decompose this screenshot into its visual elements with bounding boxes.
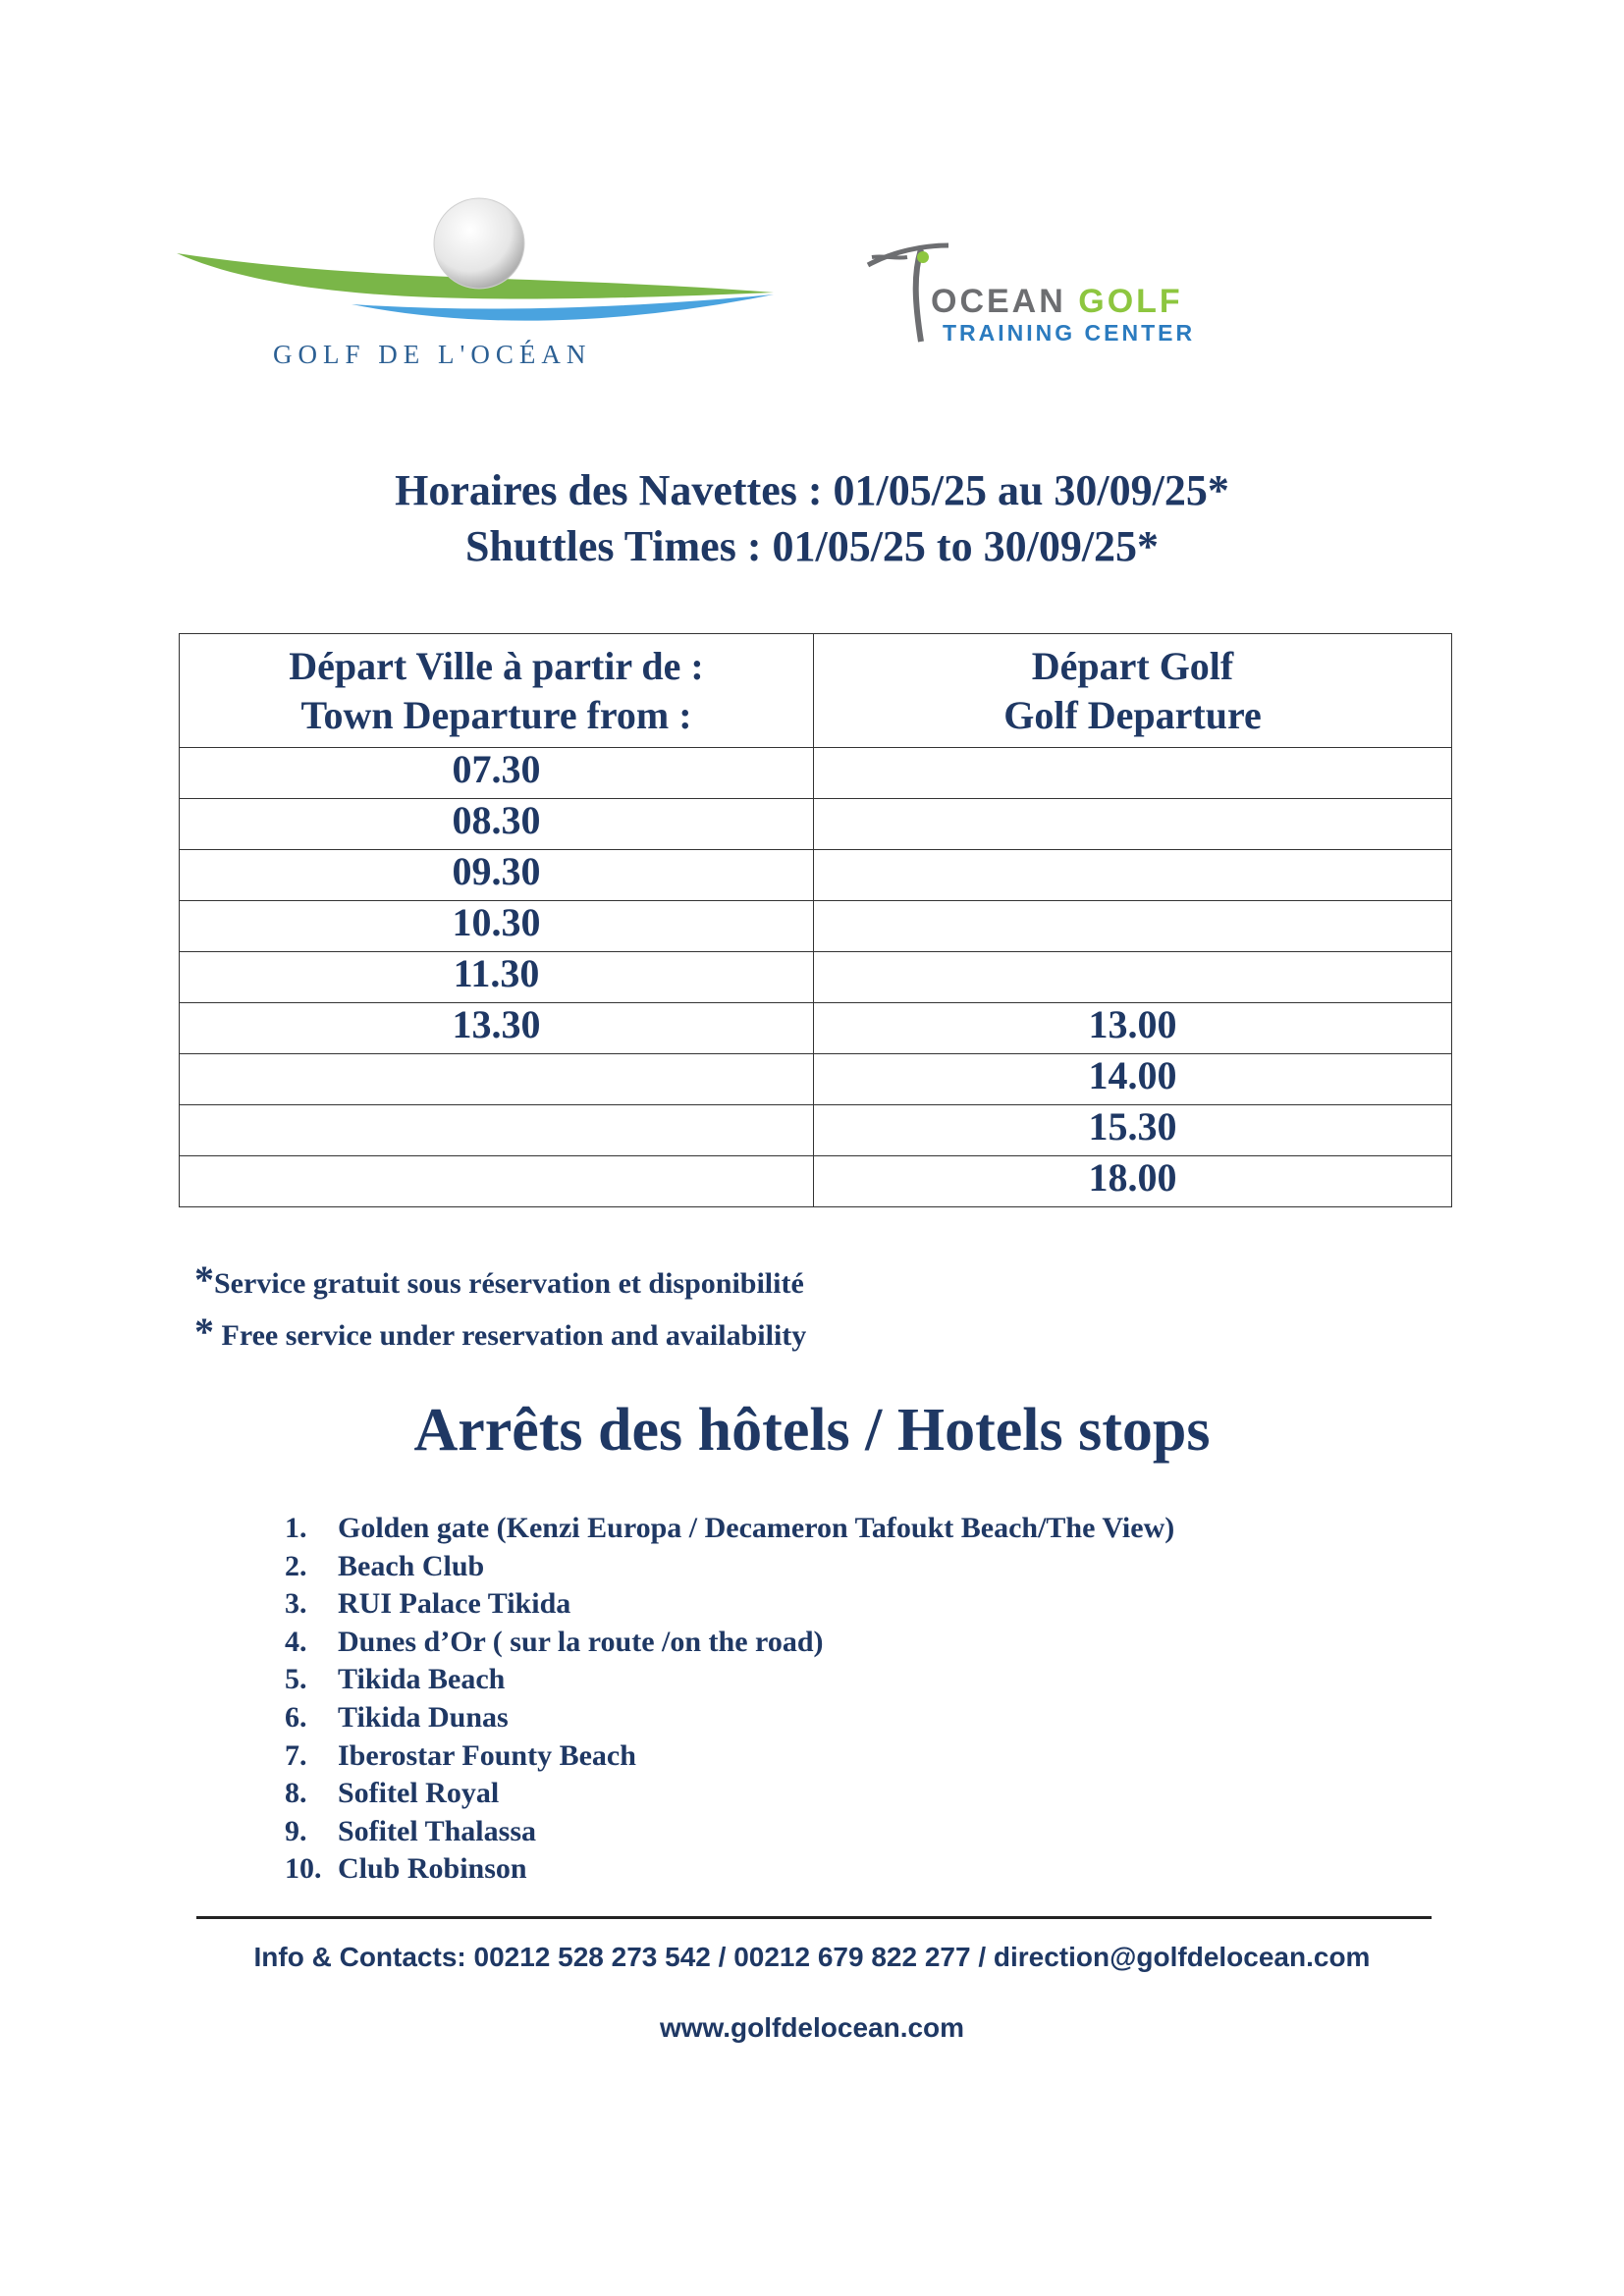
golf-time: 13.00 (814, 1003, 1452, 1054)
contact-info: Info & Contacts: 00212 528 273 542 / 00212 679 822 277 / direction@golfdelocean.com (253, 1942, 1371, 1972)
list-item: 6. Tikida Dunas (285, 1700, 509, 1734)
town-time (180, 1156, 814, 1207)
logo-line2: TRAINING CENTER (943, 320, 1196, 346)
table-row (180, 1105, 1452, 1156)
divider (196, 1916, 1432, 1919)
town-time: 08.30 (180, 799, 814, 850)
table-header-row (180, 634, 1452, 748)
table-row (180, 799, 1452, 850)
table-row (180, 1156, 1452, 1207)
list-item: 8. Sofitel Royal (285, 1777, 500, 1810)
golf-time (814, 850, 1452, 901)
table-row (180, 901, 1452, 952)
list-item: 1. Golden gate (Kenzi Europa / Decameron Tafoukt Beach/The View) (285, 1512, 1175, 1544)
town-time (180, 1054, 814, 1105)
golf-departure-header: Départ Golf Golf Departure (814, 634, 1452, 748)
table-row (180, 1003, 1452, 1054)
golf-de-locean-logo (175, 196, 784, 373)
golf-time (814, 901, 1452, 952)
list-item: 10. Club Robinson (285, 1852, 527, 1886)
list-item: 3. RUI Palace Tikida (285, 1587, 571, 1621)
ocean-golf-training-center-logo (864, 236, 1335, 353)
list-item: 7. Iberostar Founty Beach (285, 1738, 636, 1772)
golf-time (814, 799, 1452, 850)
note-en: * Free service under reservation and availability (194, 1309, 807, 1354)
list-item: 4. Dunes d’Or ( sur la route /on the road) (285, 1625, 824, 1658)
town-time: 13.30 (180, 1003, 814, 1054)
town-time: 11.30 (180, 952, 814, 1003)
golf-time: 18.00 (814, 1156, 1452, 1207)
logo-text: GOLF DE L'OCÉAN (273, 340, 592, 369)
town-time: 10.30 (180, 901, 814, 952)
town-departure-header: Départ Ville à partir de : Town Departure from : (180, 634, 814, 748)
list-item: 9. Sofitel Thalassa (285, 1814, 536, 1847)
golf-time: 14.00 (814, 1054, 1452, 1105)
title-en: Shuttles Times : 01/05/25 to 30/09/25* (464, 522, 1160, 570)
table-row (180, 748, 1452, 799)
note-fr: *Service gratuit sous réservation et disponibilité (194, 1257, 804, 1302)
golf-time (814, 952, 1452, 1003)
town-time (180, 1105, 814, 1156)
list-item: 2. Beach Club (285, 1549, 485, 1582)
hotel-stops-title: Arrêts des hôtels / Hotels stops (413, 1397, 1211, 1464)
table-row (180, 1054, 1452, 1105)
hotel-stops-list (285, 1510, 1174, 1889)
title-fr: Horaires des Navettes : 01/05/25 au 30/09/25* (395, 466, 1229, 514)
golf-time (814, 748, 1452, 799)
list-item: 5. Tikida Beach (285, 1663, 506, 1696)
town-time: 09.30 (180, 850, 814, 901)
golf-time: 15.30 (814, 1105, 1452, 1156)
website-link[interactable]: www.golfdelocean.com (659, 2012, 965, 2043)
shuttle-schedule-table (179, 633, 1452, 1207)
table-row (180, 850, 1452, 901)
golf-ball-swoosh-icon (175, 196, 784, 344)
logo-line1: OCEAN GOLF (931, 283, 1183, 320)
town-time: 07.30 (180, 748, 814, 799)
table-row (180, 952, 1452, 1003)
